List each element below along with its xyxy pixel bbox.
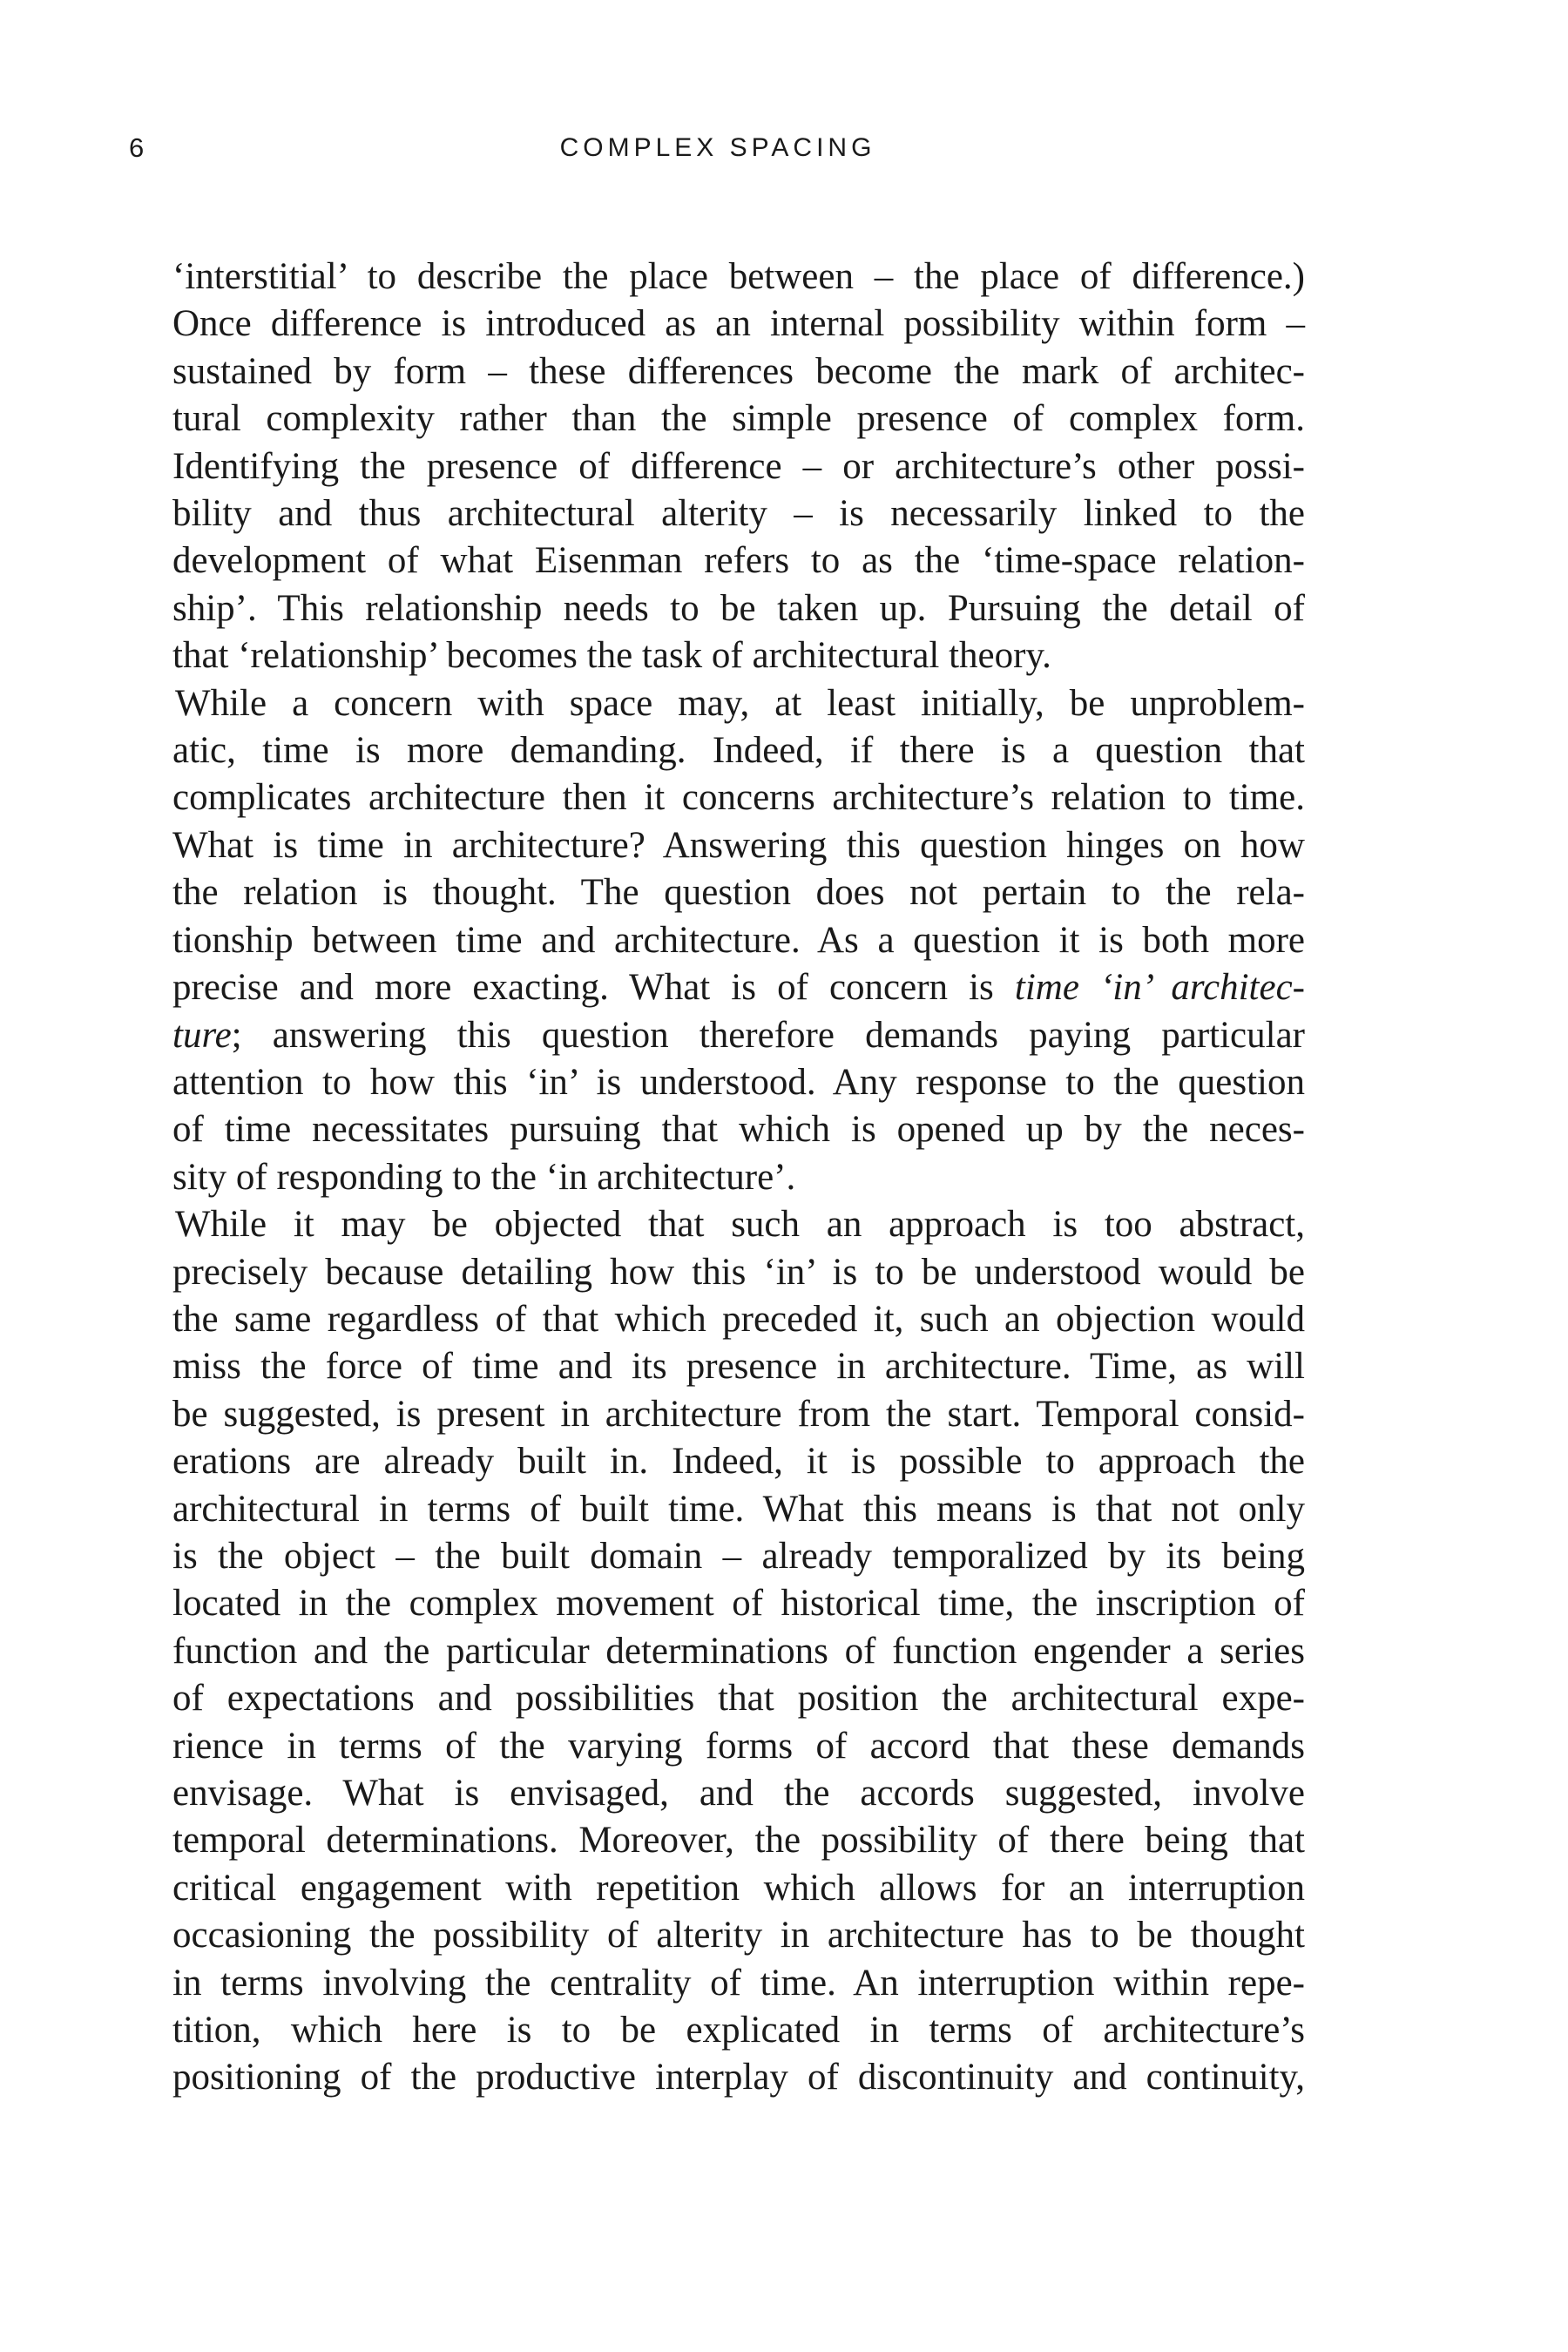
italic-phrase: time ‘in’ architec- <box>1014 967 1305 1009</box>
text-line: tionship between time and architecture. As a question it is both more <box>172 919 1305 961</box>
text-line: tural complexity rather than the simple presence of complex form. <box>172 398 1305 440</box>
text-line: attention to how this ‘in’ is understood. Any response to the question <box>172 1061 1305 1103</box>
text-line: development of what Eisenman refers to as the ‘time-space relation- <box>172 540 1305 582</box>
text-line: be suggested, is present in architecture from the start. Temporal consid- <box>172 1393 1305 1435</box>
text-line: of time necessitates pursuing that which is opened up by the neces- <box>172 1109 1305 1151</box>
text-line: erations are already built in. Indeed, it is possible to approach the <box>172 1441 1305 1483</box>
text-line: function and the particular determinations of function engender a series <box>172 1630 1305 1672</box>
page-number: 6 <box>129 132 145 163</box>
text-line: Identifying the presence of difference – or architecture’s other possi- <box>172 445 1305 487</box>
text-line: miss the force of time and its presence in architecture. Time, as will <box>172 1346 1305 1388</box>
text-line-with-italic <box>172 964 1305 1011</box>
italic-phrase: ture <box>172 1014 232 1056</box>
text-line: occasioning the possibility of alterity in architecture has to be thought <box>172 1915 1305 1957</box>
text-line-with-italic <box>172 1012 1305 1059</box>
text-line: located in the complex movement of historical time, the inscription of <box>172 1583 1305 1625</box>
text-line: temporal determinations. Moreover, the possibility of there being that <box>172 1820 1305 1862</box>
text-line: bility and thus architectural alterity – is necessarily linked to the <box>172 493 1305 535</box>
text-line: envisage. What is envisaged, and the accords suggested, involve <box>172 1773 1305 1814</box>
text-segment: ; answering this question therefore demands paying particular <box>231 1014 1305 1056</box>
paragraph-1 <box>172 253 1305 680</box>
text-line: architectural in terms of built time. What this means is that not only <box>172 1488 1305 1530</box>
text-line: sity of responding to the ‘in architecture’. <box>172 1156 796 1198</box>
text-line: that ‘relationship’ becomes the task of architectural theory. <box>172 635 1051 677</box>
text-line: the same regardless of that which preceded it, such an objection would <box>172 1298 1305 1340</box>
text-line: rience in terms of the varying forms of accord that these demands <box>172 1725 1305 1767</box>
text-line: While it may be objected that such an approach is too abstract, <box>175 1204 1305 1246</box>
text-line: atic, time is more demanding. Indeed, if there is a question that <box>172 730 1305 772</box>
paragraph-3 <box>172 1201 1305 2102</box>
paragraph-2 <box>172 680 1305 1201</box>
text-line: the relation is thought. The question does not pertain to the rela- <box>172 872 1305 914</box>
text-line: of expectations and possibilities that position the architectural expe- <box>172 1678 1305 1720</box>
text-line: critical engagement with repetition which allows for an interruption <box>172 1867 1305 1909</box>
text-line: sustained by form – these differences become the mark of architec- <box>172 350 1305 392</box>
text-line: ship’. This relationship needs to be taken up. Pursuing the detail of <box>172 587 1305 629</box>
text-line: complicates architecture then it concerns architecture’s relation to time. <box>172 777 1305 819</box>
text-line: in terms involving the centrality of time. An interruption within repe- <box>172 1962 1305 2004</box>
running-title: COMPLEX SPACING <box>559 133 876 162</box>
running-head <box>129 131 1307 166</box>
body-text <box>172 253 1305 2102</box>
text-line: tition, which here is to be explicated in terms of architecture’s <box>172 2010 1305 2051</box>
text-line: precisely because detailing how this ‘in’ is to be understood would be <box>172 1251 1305 1293</box>
text-line: What is time in architecture? Answering this question hinges on how <box>172 824 1305 866</box>
text-segment: precise and more exacting. What is of concern is <box>172 967 1015 1009</box>
text-line: is the object – the built domain – already temporalized by its being <box>172 1535 1305 1577</box>
text-line: positioning of the productive interplay of discontinuity and continuity, <box>172 2057 1305 2099</box>
text-line: ‘interstitial’ to describe the place between – the place of difference.) <box>172 256 1305 297</box>
text-line: Once difference is introduced as an internal possibility within form – <box>172 303 1305 345</box>
text-line: While a concern with space may, at least initially, be unproblem- <box>175 682 1305 724</box>
